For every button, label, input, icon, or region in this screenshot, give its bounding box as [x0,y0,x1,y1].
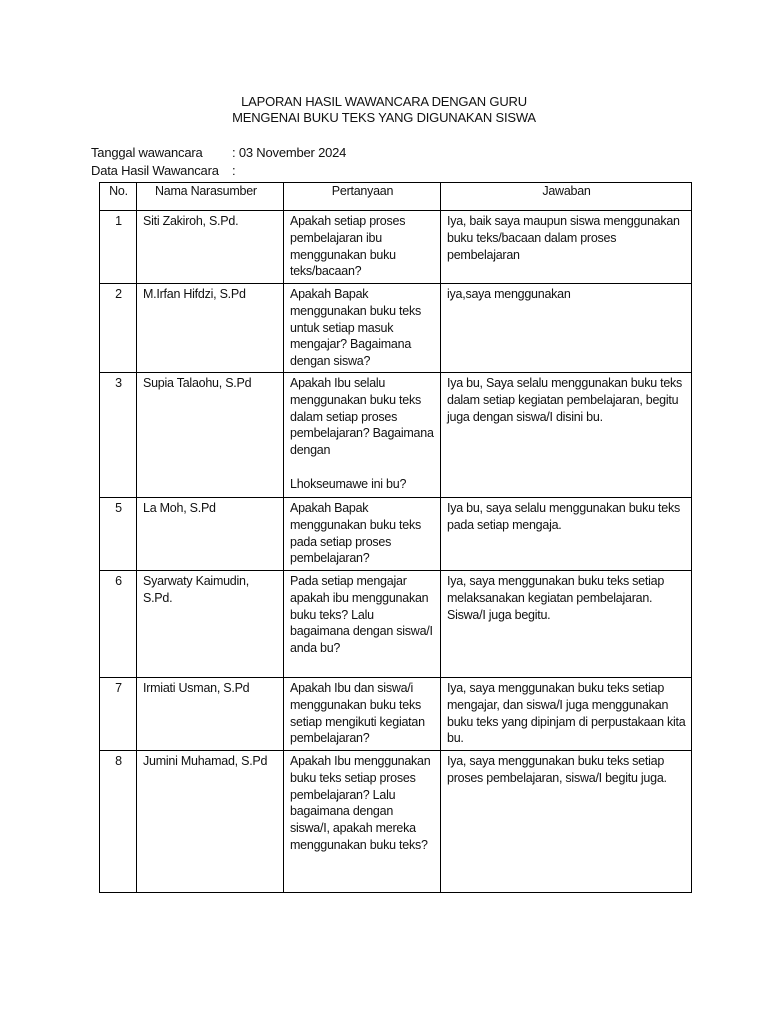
question-text: Apakah Bapak menggunakan buku teks pada setiap proses pembelajaran? [290,501,421,566]
question-text: Apakah Ibu dan siswa/i menggunakan buku teks setiap mengikuti kegiatan pembelajaran? [290,681,425,746]
question-text-extra: Lhokseumawe ini bu? [290,476,407,491]
cell-jawaban: Iya, saya menggunakan buku teks setiap proses pembelajaran, siswa/I begitu juga. [441,751,692,893]
cell-pertanyaan [284,284,441,373]
interview-data-row [91,163,235,180]
cell-no: 1 [100,211,137,284]
paragraph-gap [290,459,435,476]
table-row [100,373,692,498]
cell-no: 3 [100,373,137,498]
cell-pertanyaan [284,373,441,498]
interview-date-row [91,145,346,162]
document-title-line-2: MENGENAI BUKU TEKS YANG DIGUNAKAN SISWA [232,110,536,125]
interview-data-value: : [232,163,236,178]
header-nama: Nama Narasumber [137,183,284,211]
cell-no: 6 [100,571,137,678]
cell-no: 8 [100,751,137,893]
cell-pertanyaan [284,751,441,893]
cell-no: 5 [100,498,137,571]
cell-nama: Siti Zakiroh, S.Pd. [137,211,284,284]
question-text: Apakah Ibu menggunakan buku teks setiap proses pembelajaran? Lalu bagaimana dengan siswa/I, apakah mereka menggunakan buku teks? [290,754,431,852]
table-header-row [100,183,692,211]
interview-table [99,182,692,893]
question-text: Apakah setiap proses pembelajaran ibu menggunakan buku teks/bacaan? [290,214,406,279]
cell-pertanyaan [284,571,441,678]
document-title-line-1: LAPORAN HASIL WAWANCARA DENGAN GURU [241,94,527,109]
header-jawaban: Jawaban [441,183,692,211]
cell-no: 2 [100,284,137,373]
cell-pertanyaan [284,678,441,751]
cell-pertanyaan [284,498,441,571]
cell-nama: Syarwaty Kaimudin, S.Pd. [137,571,284,678]
interview-data-label: Data Hasil Wawancara [91,163,219,178]
header-no: No. [100,183,137,211]
question-text: Apakah Ibu selalu menggunakan buku teks dalam setiap proses pembelajaran? Bagaimana dengan [290,376,434,458]
cell-jawaban: Iya bu, Saya selalu menggunakan buku teks dalam setiap kegiatan pembelajaran, begitu juga dengan siswa/I disini bu. [441,373,692,498]
cell-no: 7 [100,678,137,751]
cell-jawaban: Iya, baik saya maupun siswa menggunakan buku teks/bacaan dalam proses pembelajaran [441,211,692,284]
question-text: Apakah Bapak menggunakan buku teks untuk setiap masuk mengajar? Bagaimana dengan siswa? [290,287,421,369]
table-row [100,211,692,284]
cell-jawaban: Iya, saya menggunakan buku teks setiap mengajar, dan siswa/I juga menggunakan buku teks yang dipinjam di perpustakaan kita bu. [441,678,692,751]
cell-jawaban: Iya, saya menggunakan buku teks setiap melaksanakan kegiatan pembelajaran. Siswa/I juga begitu. [441,571,692,678]
table-row [100,751,692,893]
table-row [100,678,692,751]
cell-jawaban: Iya bu, saya selalu menggunakan buku teks pada setiap mengaja. [441,498,692,571]
cell-nama: Irmiati Usman, S.Pd [137,678,284,751]
cell-pertanyaan [284,211,441,284]
interview-date-label: Tanggal wawancara [91,145,203,160]
cell-nama: Jumini Muhamad, S.Pd [137,751,284,893]
cell-nama: Supia Talaohu, S.Pd [137,373,284,498]
interview-date-value: : 03 November 2024 [232,145,347,160]
table-row [100,571,692,678]
cell-nama: La Moh, S.Pd [137,498,284,571]
header-pertanyaan: Pertanyaan [284,183,441,211]
question-text: Pada setiap mengajar apakah ibu menggunakan buku teks? Lalu bagaimana dengan siswa/I anda bu? [290,574,433,656]
cell-nama: M.Irfan Hifdzi, S.Pd [137,284,284,373]
cell-jawaban: iya,saya menggunakan [441,284,692,373]
table-row [100,284,692,373]
table-row [100,498,692,571]
